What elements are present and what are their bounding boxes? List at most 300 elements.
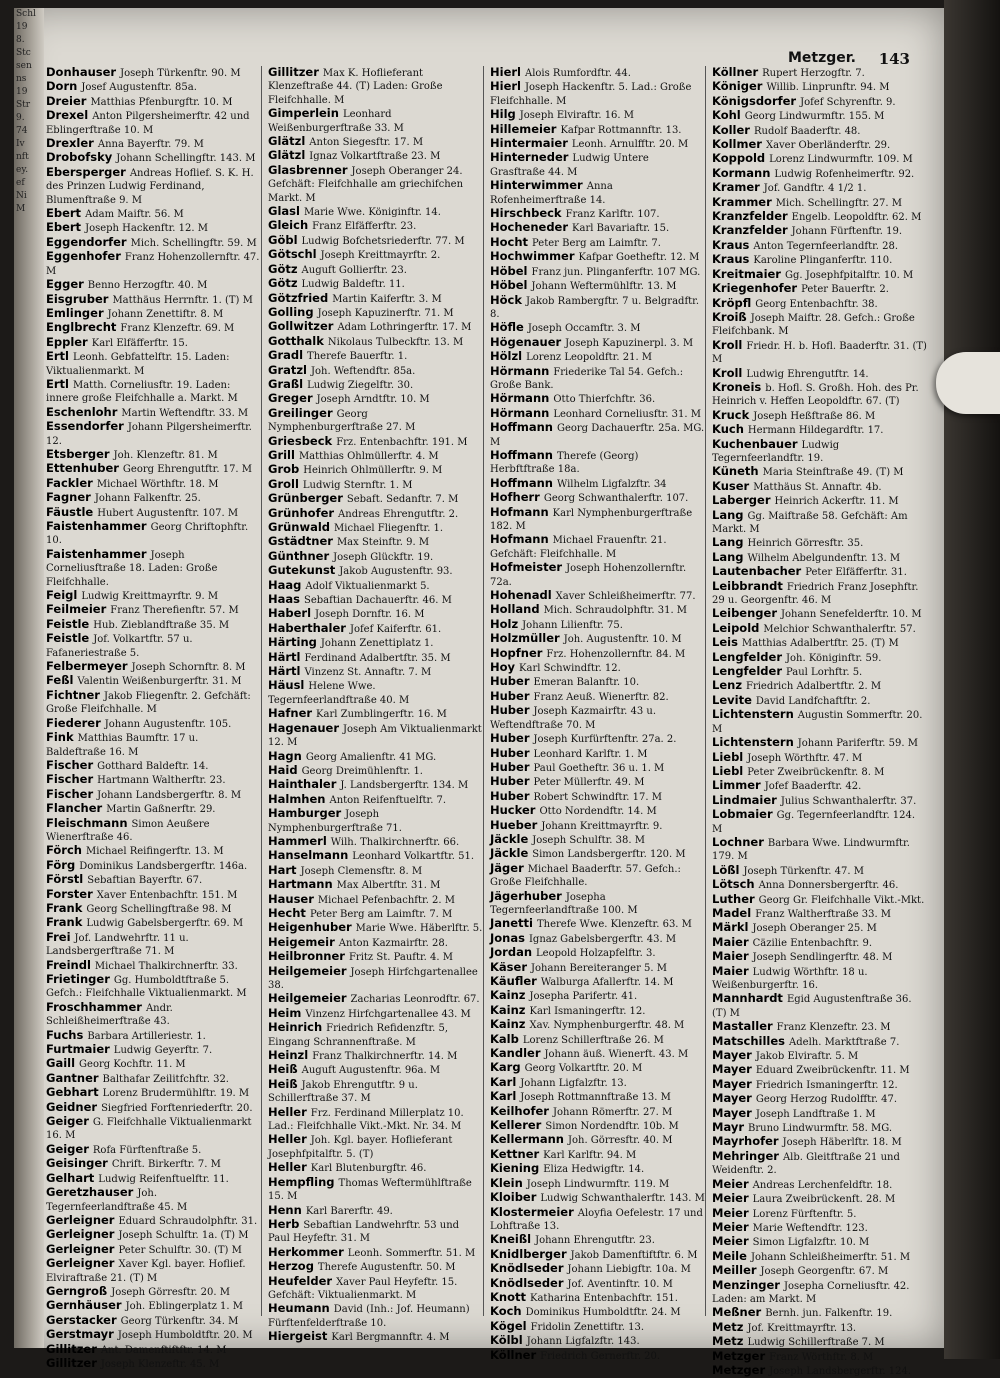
entry-details: Ludwig Baldeftr. 11. [301,279,405,291]
entry-details: Chrift. Birkerftr. 7. M [111,1159,221,1171]
entry-details: Leonh. Gebfattelftr. 15. Laden: Viktualienmarkt. M [46,352,230,377]
entry-details: Joseph Clemensftr. 8. M [300,865,423,877]
directory-entry [268,1063,483,1077]
entry-surname: Hörmann [490,391,550,406]
entry-details: Jofef Schyrenftr. 9. [800,96,896,108]
entry-surname: Lötsch [712,877,755,892]
entry-surname: Höbel [490,263,528,278]
entry-surname: Mannhardt [712,991,783,1006]
directory-entry [490,1262,705,1276]
entry-details: Karl Barerftr. 49. [305,1205,393,1217]
directory-entry [712,622,927,636]
directory-entry [712,297,927,311]
entry-surname: Kainz [490,988,526,1003]
entry-details: Lorenz Schillerftraße 26. M [522,1034,664,1046]
directory-entry [712,1092,927,1106]
entry-surname: Geretzhauser [46,1185,134,1200]
directory-entry [46,321,261,335]
directory-entry [490,661,705,675]
margin-fragment: M [16,204,26,214]
directory-entry [712,864,927,878]
entry-surname: Heiß [268,1076,298,1091]
directory-entry [712,878,927,892]
entry-details: Lorenz Leopoldftr. 21. M [526,352,653,364]
entry-details: Heinrich Ackerftr. 11. M [774,496,899,508]
entry-details: Georg Lindwurmftr. 155. M [744,111,885,123]
entry-surname: Hammerl [268,833,327,848]
entry-surname: Kiening [490,1161,540,1176]
entry-details: Johann Augustenftr. 105. [104,718,232,730]
entry-surname: Högenauer [490,334,562,349]
directory-entry [268,392,483,406]
entry-details: Frz. Entenbachftr. 191. M [336,436,468,448]
directory-entry [712,66,927,80]
directory-entry [712,950,927,964]
entry-surname: Karl [490,1089,517,1104]
directory-entry [268,277,483,291]
entry-details: Michael Thalkirchnerftr. 33. [94,960,238,972]
entry-details: Johann Schellingftr. 143. M [116,153,256,165]
directory-entry [46,1143,261,1157]
entry-details: Joseph Heßftraße 86. M [753,410,876,422]
entry-details: Ant. Damenftiftftr. 14. M [100,1344,227,1356]
directory-entry [46,1314,261,1328]
directory-entry [712,124,927,138]
directory-entry [490,1305,705,1319]
directory-entry [46,589,261,603]
directory-columns [46,65,927,1377]
directory-entry [268,722,483,750]
directory-entry [268,707,483,721]
directory-entry [490,890,705,918]
entry-details: Gg. Maiftraße 58. Gefchäft: Am Markt. M [712,510,908,535]
entry-surname: Gillitzer [46,1341,97,1356]
entry-surname: Grünwald [268,520,331,534]
directory-entry [268,807,483,835]
entry-details: Johann Zenettiplatz 1. [320,638,434,650]
directory-entry [712,551,927,565]
directory-entry [46,1343,261,1357]
entry-surname: Mayer [712,1105,752,1120]
entry-surname: Feistle [46,631,90,646]
entry-details: Laura Zweibrückenft. 28. M [752,1194,896,1206]
entry-details: Max Steinftr. 9. M [336,537,430,549]
entry-surname: Kloiber [490,1190,537,1205]
entry-details: Johann Weftermühlftr. 13. M [531,281,677,293]
entry-surname: Huber [490,688,530,703]
entry-surname: Hinterneder [490,150,569,165]
entry-details: Leonhard Weißenburgerftraße 33. M [268,109,404,134]
entry-details: Friedrich Refidenzftr. 5, Eingang Schrannenftraße. M [268,1023,449,1048]
entry-surname: Königer [712,79,763,94]
entry-details: Wilhelm Abelgundenftr. 13. M [747,552,901,564]
margin-fragment: ey. [16,165,29,175]
entry-details: Josef Augustenftr. 85a. [81,82,197,94]
entry-details: Frz. Hohenzollernftr. 84. M [546,648,686,660]
entry-surname: Heilbronner [268,949,345,964]
directory-entry [490,321,705,335]
entry-details: Eduard Schraudolphftr. 31. [118,1215,258,1227]
directory-entry [46,66,261,80]
entry-details: Johann Ehrengutftr. 23. [535,1235,655,1247]
entry-details: Jof. Gandftr. 4 1/2 1. [763,183,867,195]
entry-details: Karl Elfäfferftr. 15. [91,337,188,349]
entry-surname: Hagn [268,748,302,763]
entry-details: Jakob Ehrengutftr. 9 u. Schillerftraße 37. M [268,1079,418,1105]
entry-details: Thomas Weftermühlftraße 15. M [268,1177,472,1203]
entry-details: Lorenz Brudermühlftr. 19. M [102,1088,250,1100]
entry-surname: Häusl [268,678,305,693]
entry-surname: Mayer [712,1048,752,1063]
entry-details: Franz Wörthftr. 8. M [769,1351,874,1363]
directory-entry [268,636,483,650]
entry-surname: Lobmaier [712,807,773,822]
directory-entry [712,536,927,550]
directory-entry [490,421,705,449]
entry-surname: Kraus [712,252,750,267]
directory-entry [490,975,705,989]
directory-entry [712,167,927,181]
entry-details: Joh. Königinftr. 59. [786,652,882,664]
entry-details: Cäzilie Entenbachftr. 9. [752,937,873,949]
entry-surname: Fischer [46,772,94,787]
directory-entry [712,1020,927,1034]
entry-details: Michael Fliegenftr. 1. [334,523,444,534]
entry-surname: Gerstacker [46,1312,117,1327]
entry-surname: Glätzl [268,148,306,163]
directory-entry [712,1178,927,1192]
entry-surname: Hoy [490,660,516,675]
directory-entry [712,736,927,750]
entry-details: Lorenz Fürftenftr. 5. [752,1208,857,1220]
entry-surname: Klein [490,1175,523,1190]
entry-details: Franz Therefienftr. 57. M [110,605,239,617]
directory-entry [712,1078,927,1092]
entry-surname: Freindl [46,957,91,972]
directory-entry [268,349,483,363]
directory-entry [490,506,705,534]
directory-entry [490,137,705,151]
entry-surname: Metzger [712,1362,766,1377]
entry-details: Xaver Entenbachftr. 151. M [96,889,238,901]
entry-details: Jofef Baaderftr. 42. [764,781,862,793]
directory-entry [268,1330,483,1344]
entry-details: Joseph Dornftr. 16. M [315,609,425,621]
directory-entry [268,1021,483,1049]
entry-surname: Ebert [46,220,82,235]
entry-details: Martin Weftendftr. 33. M [121,407,249,419]
entry-details: Nikolaus Tulbeckftr. 13. M [327,336,464,348]
directory-entry [46,1285,261,1299]
entry-surname: Hohenadl [490,588,552,603]
entry-surname: Jäckle [490,846,529,861]
entry-surname: Gotthalk [268,333,324,348]
entry-surname: Fichtner [46,687,100,702]
directory-entry [712,253,927,267]
entry-details: Maria Steinftraße 49. (T) M [762,467,904,479]
directory-entry [490,932,705,946]
entry-details: Sebaft. Sedanftr. 7. M [346,494,459,506]
entry-details: Xaver Schleißheimerftr. 77. [555,591,696,603]
directory-entry [46,731,261,759]
directory-entry [46,1214,261,1228]
entry-surname: Mastaller [712,1019,773,1034]
entry-surname: Karg [490,1060,521,1075]
entry-surname: Eggendorfer [46,234,127,249]
entry-details: Joseph Oberanger 24. Gefchäft: Fleifchhalle am griechifchen Markt. M [268,165,464,204]
entry-details: Joseph Kapuzinerpl. 3. M [565,337,694,349]
directory-entry [268,449,483,463]
entry-details: Joseph Hackenftr. 12. M [85,223,208,235]
entry-details: Joseph Rottmannftraße 13. M [520,1092,671,1104]
directory-entry [712,651,927,665]
directory-entry [712,765,927,779]
entry-details: Dominikus Humboldtftr. 24. M [525,1307,681,1319]
directory-entry [712,311,927,339]
entry-surname: Hofmann [490,504,549,519]
directory-entry [46,1172,261,1186]
entry-surname: Golling [268,304,314,319]
entry-surname: Lindmaier [712,792,777,807]
entry-details: Ludwig Ehrengutftr. 14. [746,368,869,380]
entry-surname: Huber [490,703,530,718]
entry-details: Andreas Hoflief. S. K. H. des Prinzen Ludwig Ferdinand, Blumenftraße 9. M [46,167,254,206]
entry-details: Peter Berg am Laimftr. 7. [532,237,661,249]
entry-details: Josepha Parifertr. 41. [529,991,638,1003]
entry-details: Georg Türkenftr. 34. M [120,1315,239,1327]
directory-entry [268,492,483,506]
previous-page-margin [14,8,44,1348]
directory-entry [712,409,927,423]
directory-entry [490,1162,705,1176]
directory-entry [46,973,261,1001]
entry-details: Frz. Ferdinand Millerplatz 10. Lad.: Fleifchhalle Vikt.-Mkt. Nr. 34. M [268,1107,464,1133]
entry-surname: Huber [490,774,530,789]
entry-surname: Frank [46,900,83,915]
entry-details: Wilh. Thalkirchnerftr. 66. [330,836,460,848]
directory-entry [712,779,927,793]
entry-details: Gg. Josephfpitalftr. 10. M [784,269,914,281]
directory-entry [490,847,705,861]
entry-details: Karl Bavariaftr. 15. [572,223,670,235]
directory-entry [712,1121,927,1135]
entry-details: Xaver Paul Heyfeftr. 15. Gefchäft: Viktualienmarkt. M [268,1276,458,1301]
entry-details: Peter Schulftr. 30. (T) M [118,1244,242,1256]
directory-entry [46,1072,261,1086]
entry-details: Joseph Maiftr. 28. Gefch.: Große Fleifchbank. M [712,312,915,338]
entry-surname: Metz [712,1334,744,1349]
directory-entry [46,350,261,378]
entry-details: Rupert Herzogftr. 7. [762,68,865,79]
directory-entry [268,263,483,277]
entry-details: Gg. Humboldtftraße 5. Gefch.: Fleifchhalle Viktualienmarkt. M [46,975,247,1000]
directory-entry [712,1150,927,1178]
entry-surname: Mayer [712,1076,752,1091]
entry-details: Hermann Hildegardftr. 17. [747,425,884,437]
entry-details: Hartmann Waltherftr. 23. [97,775,226,787]
entry-surname: Huber [490,759,530,774]
entry-details: Peter Zweibrückenftr. 8. M [747,766,885,778]
entry-details: Martin Gaßnerftr. 29. [106,804,216,816]
entry-details: Joh. Eblingerplatz 1. M [125,1301,244,1313]
directory-entry [268,665,483,679]
entry-surname: Geiger [46,1141,89,1156]
entry-details: Adam Lothringerftr. 17. M [337,322,472,334]
entry-details: Franz Klenzeftr. 69. M [120,323,235,335]
entry-surname: Haid [268,762,298,777]
entry-details: Johann Bereiteranger 5. M [531,962,668,974]
entry-details: Kafpar Rottmannftr. 13. [560,124,682,136]
entry-details: Johann Liebigftr. 10a. M [567,1264,691,1276]
entry-surname: Fink [46,730,74,745]
entry-details: Georg Nymphenburgerftraße 27. M [268,408,416,434]
entry-surname: Förg [46,857,76,872]
entry-surname: Heim [268,1005,302,1020]
entry-details: Johann Kreittmayrftr. 9. [541,820,663,832]
directory-entry [712,138,927,152]
entry-surname: Gillitzer [46,1355,97,1370]
entry-details: Helene Wwe. Tegernfeerlandftraße 40. M [268,681,410,706]
directory-entry [268,435,483,449]
directory-entry [490,179,705,207]
directory-entry [712,95,927,109]
directory-entry [46,406,261,420]
directory-entry [490,747,705,761]
entry-details: Anton Kazmairftr. 28. [338,937,448,949]
entry-details: Joseph Arndtftr. 10. M [316,394,430,406]
directory-entry [46,1299,261,1313]
entry-surname: Kröpfl [712,295,752,310]
entry-details: Andreas Lerchenfeldftr. 18. [752,1179,893,1191]
directory-entry [490,1061,705,1075]
directory-entry [268,306,483,320]
entry-details: Jof. Kreittmayrftr. 13. [747,1322,857,1334]
directory-entry [268,849,483,863]
entry-surname: Drexler [46,136,94,151]
directory-entry [712,1306,927,1320]
entry-details: Andreas Ehrengutftr. 2. [338,508,459,520]
entry-surname: Herzog [268,1259,314,1274]
entry-surname: Feßl [46,673,74,688]
entry-details: Johann Römerftr. 27. M [552,1106,673,1118]
page-header [60,10,920,68]
directory-entry [490,819,705,833]
entry-details: b. Hofl. S. Großh. Hoh. des Pr. Heinrich v. Heffen Leopoldftr. 67. (T) [712,382,919,408]
entry-surname: Liebl [712,749,744,764]
entry-surname: Maier [712,963,749,978]
entry-surname: Köllner [712,65,759,79]
entry-surname: Fäustle [46,504,94,519]
directory-entry [712,423,927,437]
entry-surname: Mayr [712,1120,745,1135]
entry-details: Jakob Fliegenftr. 2. Gefchäft: Große Fleifchhalle. M [46,690,251,716]
entry-surname: Ettenhuber [46,461,119,476]
entry-surname: Kögel [490,1318,527,1333]
entry-details: Matthias Adalbertftr. 25. (T) M [741,638,899,650]
entry-surname: Kroll [712,365,743,380]
entry-details: Melchior Schwanthalerftr. 57. [763,623,916,635]
entry-details: Michael Frauenftr. 21. Gefchäft: Fleifchhalle. M [490,535,667,560]
entry-details: Franz Elfäfferftr. 23. [312,221,417,233]
entry-details: Karl Schwindftr. 12. [519,663,621,675]
directory-entry [46,1357,261,1371]
entry-details: Kafpar Goetheftr. 12. M [578,252,700,264]
entry-details: Matthäus Herrnftr. 1. (T) M [112,294,253,306]
entry-surname: Gerngroß [46,1283,108,1298]
directory-entry [46,548,261,589]
directory-entry [490,66,705,80]
directory-entry [712,607,927,621]
entry-surname: Lichtenstern [712,707,794,722]
entry-surname: Hinterwimmer [490,178,583,193]
entry-details: Joseph Hohenzollernftr. 72a. [490,563,687,588]
entry-surname: Märkl [712,920,749,935]
directory-entry [46,520,261,548]
entry-surname: Lenz [712,678,743,693]
entry-surname: Holland [490,602,540,617]
directory-entry [712,679,927,693]
entry-surname: Fischer [46,757,94,772]
directory-entry [712,1279,927,1307]
entry-surname: Hocht [490,234,529,249]
entry-surname: Glasl [268,204,300,219]
directory-entry [490,1004,705,1018]
entry-details: Johann Pariferftr. 59. M [797,738,918,750]
directory-entry [712,580,927,608]
entry-details: Joseph Kurfürftenftr. 27a. 2. [533,734,677,746]
directory-entry [46,109,261,137]
entry-surname: Greilinger [268,405,333,420]
entry-details: Ferdinand Adalbertftr. 35. M [304,652,451,664]
directory-entry [712,1350,927,1364]
directory-entry [268,1161,483,1175]
entry-surname: Matschilles [712,1033,786,1048]
entry-details: Bruno Lindwurmftr. 58. MG. [748,1123,893,1135]
entry-details: Matthias Ohlmüllerftr. 4. M [298,450,439,462]
column-1 [46,65,262,1370]
entry-details: Fridolin Zenettiftr. 13. [530,1321,645,1333]
entry-details: Therefe Wwe. Klenzeftr. 63. M [536,919,692,931]
directory-entry [490,108,705,122]
directory-entry [268,778,483,792]
entry-surname: Emlinger [46,305,104,320]
entry-details: Emeran Balanftr. 10. [533,677,640,689]
entry-surname: Köllner [490,1347,537,1362]
directory-entry [712,708,927,736]
entry-details: Ludwig Wörthftr. 18 u. Weißenburgerftr. 16. [712,966,868,991]
entry-details: David (Inh.: Jof. Heumann) Fürftenfelderftraße 10. [268,1304,470,1329]
directory-entry [46,250,261,278]
entry-surname: Hoffmann [490,420,553,435]
entry-details: Robert Schwindftr. 17. M [533,791,662,803]
directory-entry [712,1049,927,1063]
directory-entry [490,961,705,975]
entry-surname: Maier [712,949,749,964]
entry-details: Benno Herzogftr. 40. M [87,280,208,292]
directory-entry [490,589,705,603]
entry-details: Mich. Schellingftr. 27. M [775,197,902,209]
directory-entry [268,835,483,849]
directory-entry [46,307,261,321]
directory-entry [712,965,927,993]
entry-details: Georg Volkartftr. 20. M [524,1063,643,1075]
directory-entry [490,675,705,689]
directory-entry [490,690,705,704]
entry-surname: Laberger [712,493,771,508]
directory-entry [46,151,261,165]
directory-entry [712,480,927,494]
entry-surname: Meier [712,1191,749,1206]
